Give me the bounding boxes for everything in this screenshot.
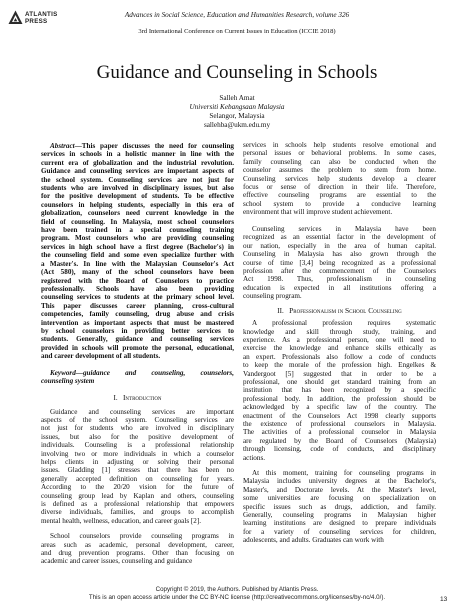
- text-line: a Master's. In line with the Malaysian Counselor's Act: [41, 259, 234, 268]
- text-line: helps clients in adjusting or solving their personal: [41, 458, 234, 466]
- text-line: focus or sense of direction in their life. Therefore,: [243, 183, 436, 192]
- author-location: Selangor, Malaysia: [209, 112, 265, 120]
- text-line: issues, but also for the positive development of: [41, 432, 234, 441]
- text-line: family counseling can also be conducted when the: [243, 157, 436, 166]
- text-line: profession after the commencement of the Counselors: [243, 267, 436, 276]
- text-line: mental health, wellness, education, and career goals [2].: [41, 516, 202, 525]
- text-line: At this moment, training for counseling programs in: [252, 469, 436, 478]
- text-line: Malaysia includes university degrees at the Bachelor's,: [243, 477, 436, 486]
- text-line: the existence of professional counselors in Malaysia.: [243, 419, 436, 428]
- text-line: students who are involved in disciplinary issues, but also: [41, 184, 234, 193]
- text-line: Guidance and counseling services are important: [50, 407, 234, 416]
- text-line: and drug prevention programs. Other than focusing on: [41, 549, 234, 558]
- text-line: acknowledged by a specific law of the country. The: [243, 403, 436, 412]
- text-line: experience. As a professional person, one will need to: [243, 335, 436, 344]
- right-paragraph-4: [243, 469, 436, 545]
- abstract-label: Abstract: [50, 142, 75, 150]
- text-line: students. Generally, guidance and counseling services: [41, 335, 234, 344]
- text-line: course of time [3,4] being recognized as a professional: [243, 258, 436, 267]
- text-line: some universities are focusing on specialization on: [243, 494, 436, 503]
- logo-line-2: PRESS: [25, 18, 48, 25]
- author-email: sallehba@ukm.edu.my: [203, 121, 271, 129]
- text-line: recognized as an essential factor in the development of: [243, 233, 436, 242]
- intro-paragraph-1: [41, 408, 234, 526]
- text-line: to keep the morale of the profession high. Engelkes &: [243, 361, 436, 370]
- right-column: [243, 141, 436, 545]
- text-line: issues. Gladding [1] stresses that there has been no: [41, 466, 234, 475]
- text-line: specific issues such as drugs, addiction, and family.: [243, 502, 436, 511]
- text-line: our nation, especially in the area of human capital.: [243, 241, 436, 250]
- text-line: education is expected in all institutions offering a: [243, 283, 436, 292]
- text-line: counseling group lead by Kaplan and others, counseling: [41, 491, 234, 500]
- text-line: are regulated by the Board of Counselors (Malaysia): [243, 436, 436, 445]
- text-line: Counseling services in Malaysia have been: [252, 225, 436, 234]
- text-line: School counselors provide counseling programs in: [50, 532, 234, 541]
- left-column: [41, 142, 234, 566]
- text-line: counselor assumes the problem to stem from home.: [243, 166, 436, 175]
- text-line: provided in schools will promote the personal, educational,: [41, 343, 234, 352]
- intro-paragraph-2: [41, 532, 234, 566]
- page-number: 13: [440, 596, 448, 603]
- text-line: effective counseling programs are essential to the: [243, 191, 436, 200]
- text-line: A professional profession requires systematic: [252, 319, 436, 328]
- footer: [0, 586, 474, 602]
- text-line: the school system. Counseling services are not just for: [41, 175, 234, 184]
- text-line: services in schools help students resolve emotional and: [243, 141, 436, 149]
- text-line: academic and career issues, counseling and guidance: [41, 557, 193, 566]
- copyright-line: Copyright © 2019, the Authors. Published by Atlantis Press.: [155, 586, 319, 593]
- text-line: professionally. Schools have also been providing: [41, 284, 234, 293]
- text-line: learning institutions are designed to prepare individuals: [243, 519, 436, 528]
- text-line: environment that will improve student achievement.: [243, 208, 393, 217]
- right-paragraph-1: [243, 141, 436, 217]
- text-line: personal issues or behavioral problems. In some cases,: [243, 149, 436, 158]
- text-line: institution that has been recognized by a specific: [243, 386, 436, 395]
- text-line: counselors in helping students, especially in this era of: [41, 200, 234, 209]
- text-line: areas such as academic, personal development, career,: [41, 540, 234, 549]
- text-line: professional, one should get standard training from an: [243, 377, 436, 386]
- text-line: field of counseling. In Malaysia, most school counselors: [41, 217, 234, 226]
- text-line: competencies, family counseling, drug abuse and crisis: [41, 310, 234, 319]
- section-1-title: Introduction: [122, 393, 162, 403]
- text-line: Counseling in Malaysia has also grown through the: [243, 250, 436, 259]
- right-paragraph-3: [243, 319, 436, 462]
- paper-title: Guidance and Counseling in Schools: [96, 62, 378, 83]
- text-line: enactment of the Counselors Act 1998 clearly supports: [243, 411, 436, 420]
- text-line: have been trained in a special counseling training: [41, 226, 234, 235]
- text-line: services in high school have a first degree (Bachelor's) in: [41, 242, 234, 251]
- text-line: the counseling field and some even specialize further with: [41, 251, 234, 260]
- text-line: current era of globalization and the industrial revolution.: [41, 158, 234, 167]
- section-1-number: I.: [113, 394, 118, 403]
- text-line: not just for students who are involved in disciplinary: [41, 424, 234, 433]
- conference-header: 3rd International Conference on Current Issues in Education (ICCIE 2018): [138, 28, 336, 35]
- section-2-number: II.: [277, 306, 284, 315]
- abstract: [41, 142, 234, 361]
- text-line: Counseling services help students develop a clearer: [243, 174, 436, 183]
- author-block: [0, 94, 474, 130]
- right-paragraph-2: [243, 225, 436, 301]
- text-line: involving two or more individuals in which a counselor: [41, 449, 234, 458]
- text-line: Guidance and counseling services are important aspects of: [41, 167, 234, 176]
- keywords-label: Keyword: [50, 368, 76, 377]
- text-line: The activities of a professional counselor in Malaysia: [243, 428, 436, 437]
- text-line: Vandergoot [5] suggested that in order to be a: [243, 369, 436, 378]
- text-line: diverse individuals, families, and groups to accomplish: [41, 508, 234, 517]
- text-line: counseling system: [41, 377, 95, 386]
- text-line: Generally, counseling programs in Malaysian higher: [243, 511, 436, 520]
- text-line: exercise the knowledge and enhance skills ethically as: [243, 344, 436, 353]
- text-line: (Act 580), many of the school counselors have been: [41, 268, 234, 277]
- text-line: This paper discusses career planning, cross-cultural: [41, 301, 234, 310]
- text-line: actions.: [243, 453, 266, 462]
- text-line: an expert. Professionals also follow a code of conducts: [243, 352, 436, 361]
- journal-header: Advances in Social Science, Education and Humanities Research, volume 326: [124, 11, 350, 19]
- text-line-rest: —This paper discusses the need for counseling: [74, 142, 234, 150]
- text-line: program. Most counselors who are providing counseling: [41, 234, 234, 243]
- text-line: registered with the Board of Counselors to practice: [41, 276, 234, 285]
- text-line: adolescents, and adults. Graduates can work with: [243, 536, 384, 545]
- text-line: individuals. Counseling is a professional relationship: [41, 441, 234, 450]
- text-line: and career development of all students.: [41, 352, 161, 361]
- author-affiliation: Universiti Kebangsaan Malaysia: [189, 103, 285, 111]
- text-line: Master's, and Doctorate levels. At the Master's level,: [243, 485, 436, 494]
- text-line: [41, 369, 234, 377]
- logo-line-1: ATLANTIS: [25, 11, 58, 18]
- text-line: generally accepted definition on counseling for years.: [41, 474, 234, 483]
- section-2-title: Professionalism in School Counseling: [289, 305, 402, 315]
- text-line: school system to provide a conducive learning: [243, 199, 436, 208]
- text-line: by school counselors in providing better services to: [41, 326, 234, 335]
- text-line: [41, 142, 234, 150]
- text-line: intervention as important aspects that must be mastered: [41, 318, 234, 327]
- text-line-rest: —guidance and counseling, counselors,: [75, 368, 234, 377]
- text-line: services in schools in a holistic manner in line with the: [41, 150, 234, 159]
- text-line: According to the 20/20 vision for the future of: [41, 483, 234, 492]
- text-line: for the positive development of students. To be effective: [41, 192, 234, 201]
- text-line: globalization, counselors need current knowledge in the: [41, 209, 234, 218]
- text-line: through licensing, code of conducts, and disciplinary: [243, 445, 436, 454]
- section-2-heading: [243, 307, 436, 315]
- text-line: Act 1998. Thus, professionalism in counseling: [243, 275, 436, 284]
- license-line: This is an open access article under the CC BY-NC license (http://creativecommons.org/licenses/by-nc/4.0/).: [88, 594, 386, 601]
- text-line: for a variety of counseling services for children,: [243, 527, 436, 536]
- text-line: aspects of the school system. Counseling services are: [41, 415, 234, 424]
- section-1-heading: [41, 394, 234, 402]
- text-line: counseling services to students at the primary school level.: [41, 293, 234, 302]
- text-line: professional body. In addition, the profession should be: [243, 394, 436, 403]
- keywords: [41, 369, 234, 386]
- text-line: counseling program.: [243, 292, 302, 301]
- author-name: Salleh Amat: [219, 94, 255, 102]
- text-line: is defined as a professional relationship that empowers: [41, 500, 234, 509]
- text-line: knowledge and skill through study, training, and: [243, 327, 436, 336]
